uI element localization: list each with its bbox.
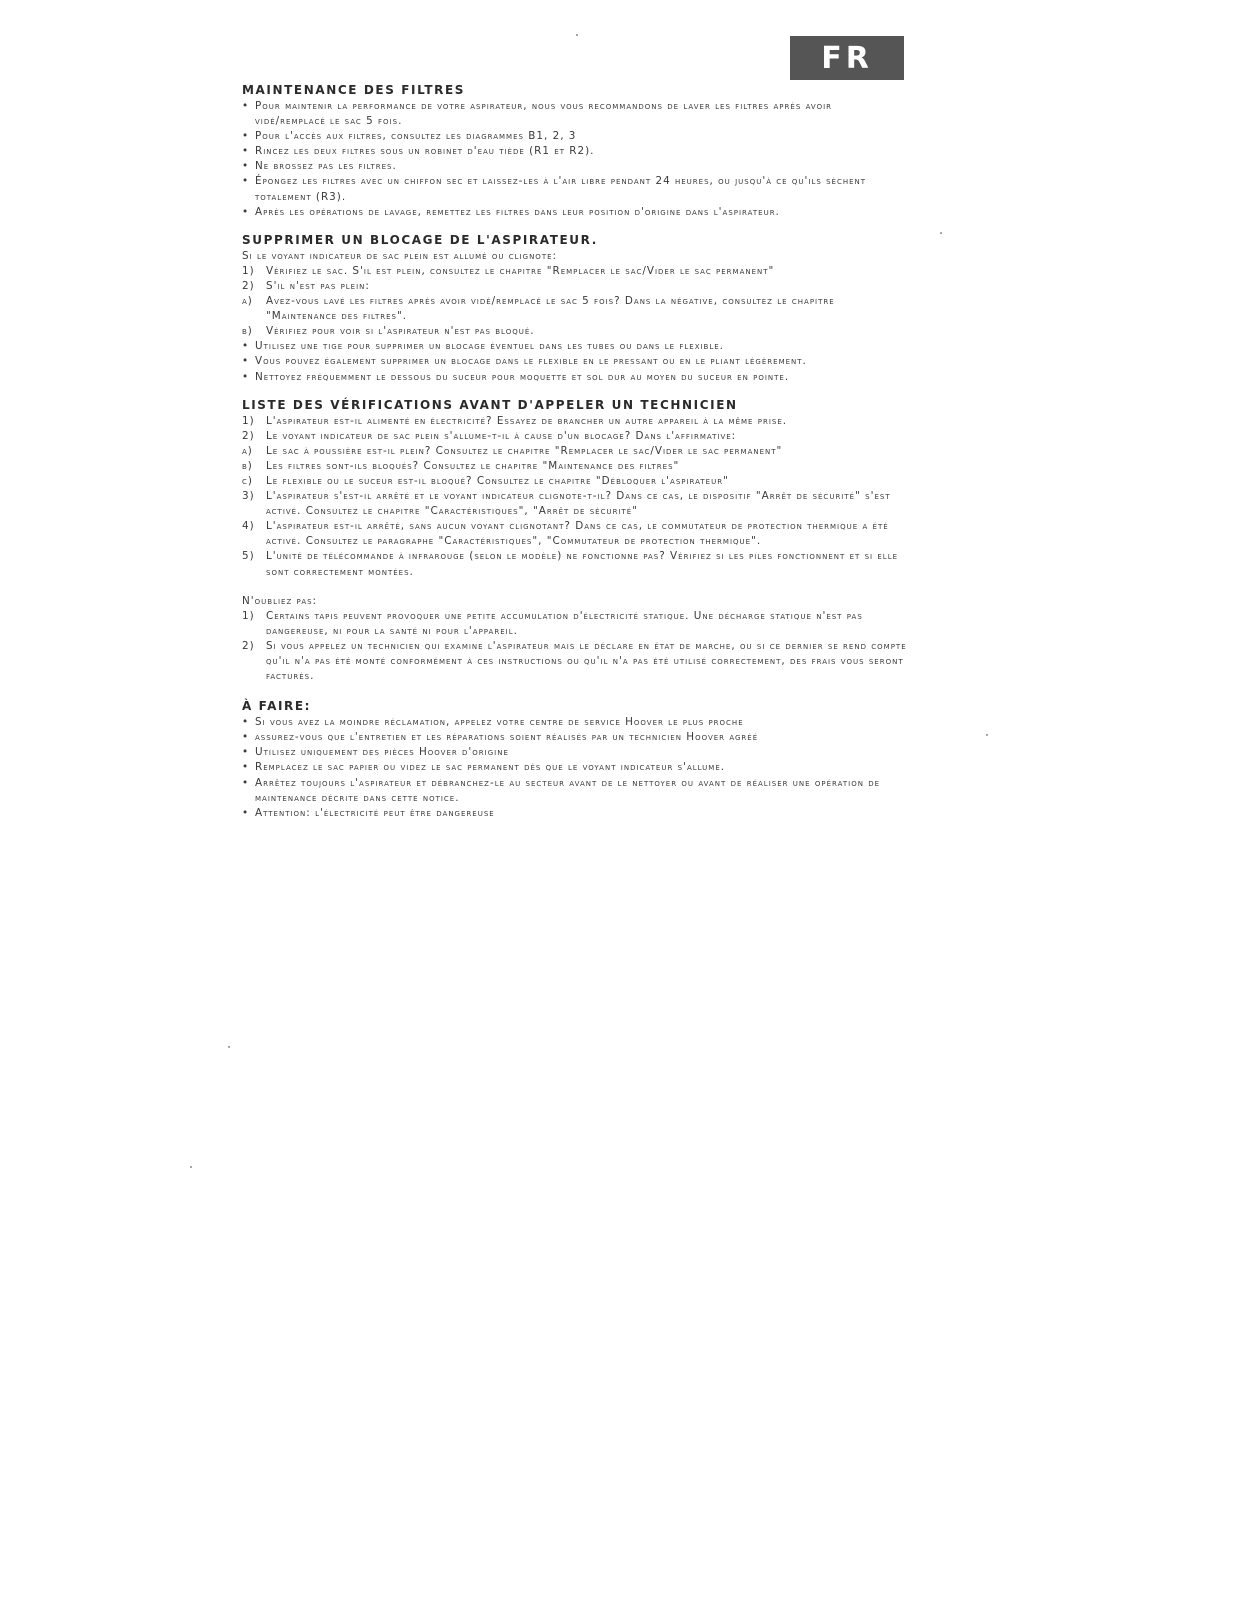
bullet-list [242,715,907,821]
section-remember [242,594,907,685]
list-item: • Utilisez une tige pour supprimer un blocage éventuel dans les tubes ou dans le flexible. [242,340,724,353]
list-item: • Arrêtez toujours l'aspirateur et débranchez-le au secteur avant de le nettoyer ou avant de réaliser une opération de maintenance décrite dans cette notice. [242,776,881,804]
list-item: • Remplacez le sac papier ou videz le sac permanent dès que le voyant indicateur s'allume. [242,761,726,774]
list-item: 1) L'aspirateur est-il alimenté en électricité? Essayez de brancher un autre appareil à la même prise. [242,414,788,427]
scan-speck [228,1046,230,1048]
list-item: • assurez-vous que l'entretien et les réparations soient réalisés par un technicien Hoover agréé [242,731,759,744]
step-list [242,414,907,580]
list-item: • Utilisez uniquement des pièces Hoover d'origine [242,746,509,759]
scan-speck [940,232,942,234]
section-title: SUPPRIMER UN BLOCAGE DE L'ASPIRATEUR. [242,232,598,247]
list-item: • Attention: l'électricité peut être dangereuse [242,806,495,819]
list-item: • Pour maintenir la performance de votre aspirateur, nous vous recommandons de laver les filtres après avoir vidé/remplacé le sac 5 fois. [242,100,833,128]
section-to-do [242,698,907,821]
step-list [242,609,907,684]
section-checklist [242,397,907,580]
page-content [242,82,907,833]
language-tab: FR [790,36,904,80]
list-item: a) Le sac à poussière est-il plein? Consultez le chapitre "Remplacer le sac/Vider le sac permanent" [242,444,783,457]
section-remove-blockage [242,232,907,385]
list-item: 1) Vérifiez le sac. S'il est plein, consultez le chapitre "Remplacer le sac/Vider le sac permanent" [242,264,775,277]
list-item: b) Les filtres sont-ils bloqués? Consultez le chapitre "Maintenance des filtres" [242,459,680,472]
list-item: b) Vérifiez pour voir si l'aspirateur n'est pas bloqué. [242,325,535,338]
section-title: LISTE DES VÉRIFICATIONS AVANT D'APPELER UN TECHNICIEN [242,397,738,412]
section-intro: N'oubliez pas: [242,594,318,607]
list-item: • Épongez les filtres avec un chiffon sec et laissez-les à l'air libre pendant 24 heures, ou jusqu'à ce qu'ils sèchent totalement (R3). [242,175,867,203]
scan-speck [190,1166,192,1168]
scan-speck [986,734,988,736]
section-filter-maintenance [242,82,907,220]
list-item: 4) L'aspirateur est-il arrêté, sans aucun voyant clignotant? Dans ce cas, le commutateur de protection thermique a été activé. Consultez le paragraphe "Caractéristiques", "Commutateur de protection thermique". [242,520,889,548]
section-title: MAINTENANCE DES FILTRES [242,83,466,97]
list-item: 3) L'aspirateur s'est-il arrêté et le voyant indicateur clignote-t-il? Dans ce cas, le dispositif "Arrêt de sécurité" s'est activé. Consultez le chapitre "Caractéristiques", "Arrêt de sécurité" [242,490,891,518]
list-item: 2) Le voyant indicateur de sac plein s'allume-t-il à cause d'un blocage? Dans l'affirmative: [242,429,737,442]
list-item: • Pour l'accès aux filtres, consultez les diagrammes B1, 2, 3 [242,130,577,143]
bullet-list [242,99,907,220]
list-item: • Ne brossez pas les filtres. [242,160,397,173]
list-item: • Si vous avez la moindre réclamation, appelez votre centre de service Hoover le plus proche [242,716,744,729]
list-item: 1) Certains tapis peuvent provoquer une petite accumulation d'électricité statique. Une décharge statique n'est pas dangereuse, ni pour la santé ni pour l'appareil. [242,609,863,637]
step-list [242,264,907,385]
list-item: • Nettoyez fréquemment le dessous du suceur pour moquette et sol dur au moyen du suceur en pointe. [242,370,790,383]
list-item: c) Le flexible ou le suceur est-il bloqué? Consultez le chapitre "Débloquer l'aspirateur" [242,474,729,487]
section-intro: Si le voyant indicateur de sac plein est allumé ou clignote: [242,249,558,262]
list-item: 2) S'il n'est pas plein: [242,279,370,292]
section-title: À FAIRE: [242,699,312,714]
list-item: 2) Si vous appelez un technicien qui examine l'aspirateur mais le déclare en état de marche, ou si ce dernier se rend compte qu'il n'a pas été monté conformément à ces instructions ou qu'il n'a pas été utilisé correctement, des frais vous seront facturés. [242,639,907,683]
list-item: • Après les opérations de lavage, remettez les filtres dans leur position d'origine dans l'aspirateur. [242,205,780,218]
list-item: • Vous pouvez également supprimer un blocage dans le flexible en le pressant ou en le pliant légèrement. [242,355,807,368]
list-item: 5) L'unité de télécommande à infrarouge (selon le modèle) ne fonctionne pas? Vérifiez si les piles fonctionnent et si elle sont correctement montées. [242,550,899,578]
scan-speck [576,34,578,36]
list-item: • Rincez les deux filtres sous un robinet d'eau tiède (R1 et R2). [242,145,595,158]
list-item: a) Avez-vous lavé les filtres après avoir vidé/remplacé le sac 5 fois? Dans la négative, consultez le chapitre "Maintenance des filtres". [242,295,835,323]
